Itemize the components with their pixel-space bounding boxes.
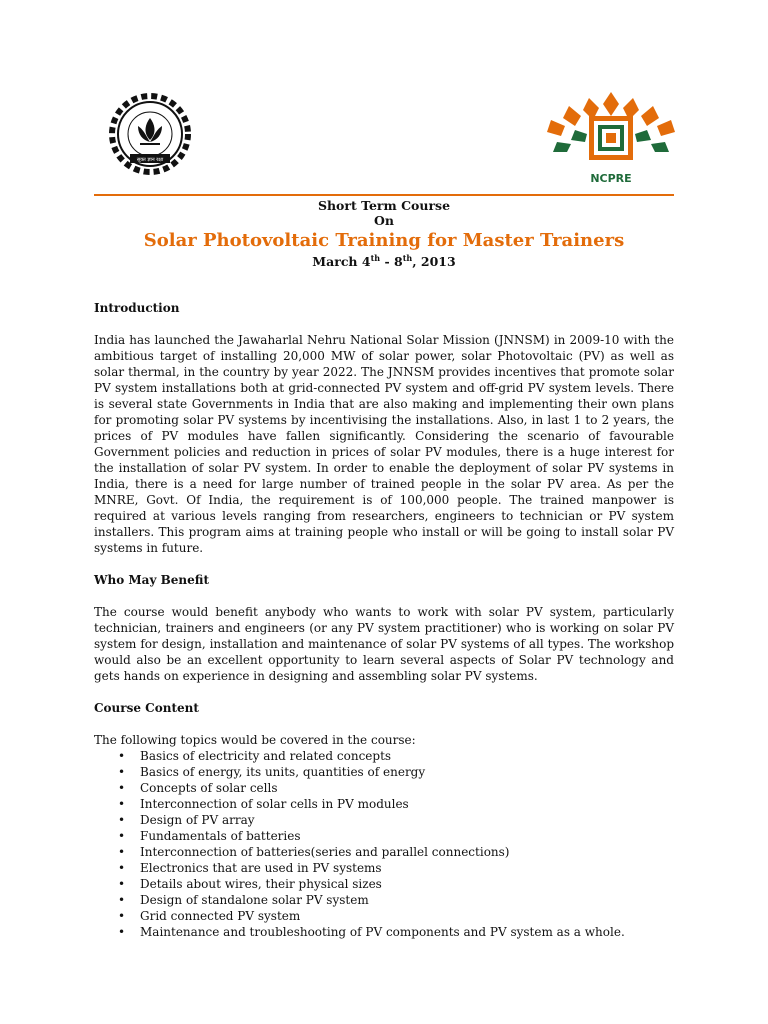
concentric-squares-icon xyxy=(589,116,633,160)
bullet-icon: • xyxy=(118,893,126,907)
list-item xyxy=(94,796,674,812)
bullet-icon: • xyxy=(118,909,126,923)
list-item xyxy=(94,812,674,828)
course-dates xyxy=(94,253,674,269)
on-label: On xyxy=(374,213,394,228)
topic-label: Grid connected PV system xyxy=(140,909,301,923)
list-item xyxy=(94,844,674,860)
list-item xyxy=(94,764,674,780)
list-item xyxy=(94,860,674,876)
topic-label: Basics of energy, its units, quantities of energy xyxy=(140,765,426,779)
date-start: March 4 xyxy=(312,254,371,270)
date-year: , 2013 xyxy=(412,254,456,270)
course-type: Short Term Course xyxy=(317,198,451,213)
list-item xyxy=(94,828,674,844)
introduction-text: India has launched the Jawaharlal Nehru National Solar Mission (JNNSM) in 2009-10 with the ambitious target of installing 20,000 MW of solar power, solar Photovoltaic (PV) as well as solar thermal, in the country by year 2022. The JNNSM provides incentives that promote solar PV system installations both at grid-connected PV system and off-grid PV system levels. There is several state Governments in India that are also making and implementing their own plans for promoting solar PV systems by incentivising the installations. Also, in last 1 to 2 years, the prices of PV modules have fallen significantly. Considering the scenario of favourable Government policies and reduction in prices of solar PV modules, there is a huge interest for the installation of solar PV system. In order to enable the deployment of solar PV systems in India, there is a need for large number of trained people in the solar PV area. As per the MNRE, Govt. Of India, the requirement is of 100,000 people. The trained manpower is required at various levels ranging from researchers, engineers to technician or PV system installers. This program aims at training people who install or will be going to install solar PV systems in future. xyxy=(94,333,674,555)
header-divider xyxy=(94,194,674,196)
date-suffix-start: th xyxy=(370,253,381,263)
list-item xyxy=(94,748,674,764)
topic-label: Interconnection of batteries(series and parallel connections) xyxy=(140,845,510,859)
topic-label: Design of PV array xyxy=(140,813,255,827)
bullet-icon: • xyxy=(118,925,126,939)
bullet-icon: • xyxy=(118,829,126,843)
list-item xyxy=(94,780,674,796)
bullet-icon: • xyxy=(118,765,126,779)
list-item xyxy=(94,876,674,892)
bullet-icon: • xyxy=(118,861,126,875)
who-may-benefit-text: The course would benefit anybody who wants to work with solar PV system, particularly technician, trainers and engineers (or any PV system practitioner) who is working on solar PV system for design, installation and maintenance of solar PV systems of all types. The workshop would also be an excellent opportunity to learn several aspects of Solar PV technology and gets hands on experience in designing and assembling solar PV systems. xyxy=(94,605,674,683)
bullet-icon: • xyxy=(118,845,126,859)
topic-label: Design of standalone solar PV system xyxy=(140,893,369,907)
bullet-icon: • xyxy=(118,749,126,763)
iit-logo xyxy=(98,92,202,180)
list-item xyxy=(94,892,674,908)
topic-label: Fundamentals of batteries xyxy=(140,829,301,843)
bullet-icon: • xyxy=(118,813,126,827)
document-body xyxy=(94,300,674,940)
topic-label: Basics of electricity and related concepts xyxy=(140,749,392,763)
date-end: - 8 xyxy=(380,254,403,270)
date-suffix-end: th xyxy=(402,253,413,263)
ncpre-logo xyxy=(545,90,677,190)
course-content-heading: Course Content xyxy=(94,701,199,715)
motto-text: सूक्त ज्ञान रक्षा xyxy=(136,157,164,163)
introduction-heading: Introduction xyxy=(94,301,180,315)
topic-list xyxy=(94,748,674,940)
list-item xyxy=(94,908,674,924)
who-may-benefit-heading: Who May Benefit xyxy=(94,573,209,587)
bullet-icon: • xyxy=(118,781,126,795)
list-item xyxy=(94,924,674,940)
topic-label: Maintenance and troubleshooting of PV components and PV system as a whole. xyxy=(140,925,625,939)
page-title: Solar Photovoltaic Training for Master Trainers xyxy=(143,230,625,251)
course-content-intro: The following topics would be covered in the course: xyxy=(94,733,416,747)
topic-label: Concepts of solar cells xyxy=(140,781,278,795)
bullet-icon: • xyxy=(118,877,126,891)
ncpre-label: NCPRE xyxy=(590,172,632,185)
bullet-icon: • xyxy=(118,797,126,811)
topic-label: Details about wires, their physical sizes xyxy=(140,877,382,891)
topic-label: Interconnection of solar cells in PV modules xyxy=(140,797,409,811)
topic-label: Electronics that are used in PV systems xyxy=(140,861,382,875)
